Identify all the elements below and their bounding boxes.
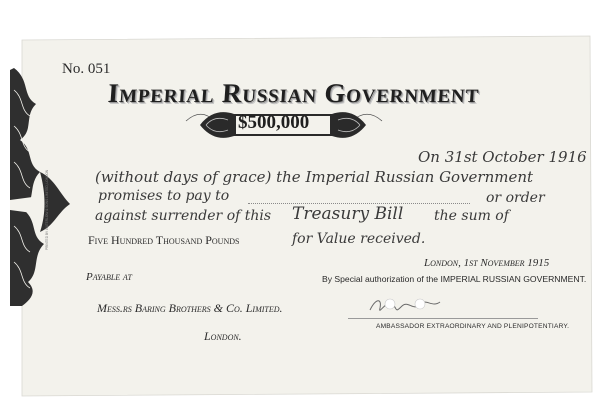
grace-line: (without days of grace) the Imperial Russian Government bbox=[95, 168, 534, 186]
promises-line-end: or order bbox=[486, 190, 545, 206]
payable-at-label: Payable at bbox=[86, 271, 132, 283]
amount-value: $500,000 bbox=[238, 112, 310, 133]
promises-line-start: promises to pay to bbox=[98, 188, 230, 204]
due-date: On 31st October 1916 bbox=[418, 148, 587, 166]
value-received: for Value received. bbox=[292, 231, 426, 247]
surrender-line-end: the sum of bbox=[434, 208, 509, 224]
payable-bank: Mess.rs Baring Brothers & Co. Limited. bbox=[97, 301, 283, 315]
authorization-text: By Special authorization of the IMPERIAL RUSSIAN GOVERNMENT. bbox=[322, 274, 587, 284]
signature-line bbox=[348, 318, 538, 319]
issue-place-date: London, 1st November 1915 bbox=[424, 257, 550, 269]
issuer-title: Imperial Russian Government bbox=[106, 78, 481, 108]
signature bbox=[366, 290, 446, 320]
surrender-line-start: against surrender of this bbox=[95, 208, 272, 224]
cancel-hole-2 bbox=[415, 299, 425, 309]
treasury-bill-text: Treasury Bill bbox=[292, 204, 404, 224]
side-print-text: PRINTED BY WATERLOW & SONS LIMITED, LONDON bbox=[45, 169, 49, 250]
payable-city: London. bbox=[204, 329, 242, 343]
sum-in-words: Five Hundred Thousand Pounds bbox=[88, 233, 240, 247]
cancel-hole-1 bbox=[385, 299, 395, 309]
serial-number: No. 051 bbox=[62, 61, 111, 77]
signatory-title: AMBASSADOR EXTRAORDINARY AND PLENIPOTENTIARY. bbox=[376, 323, 570, 330]
